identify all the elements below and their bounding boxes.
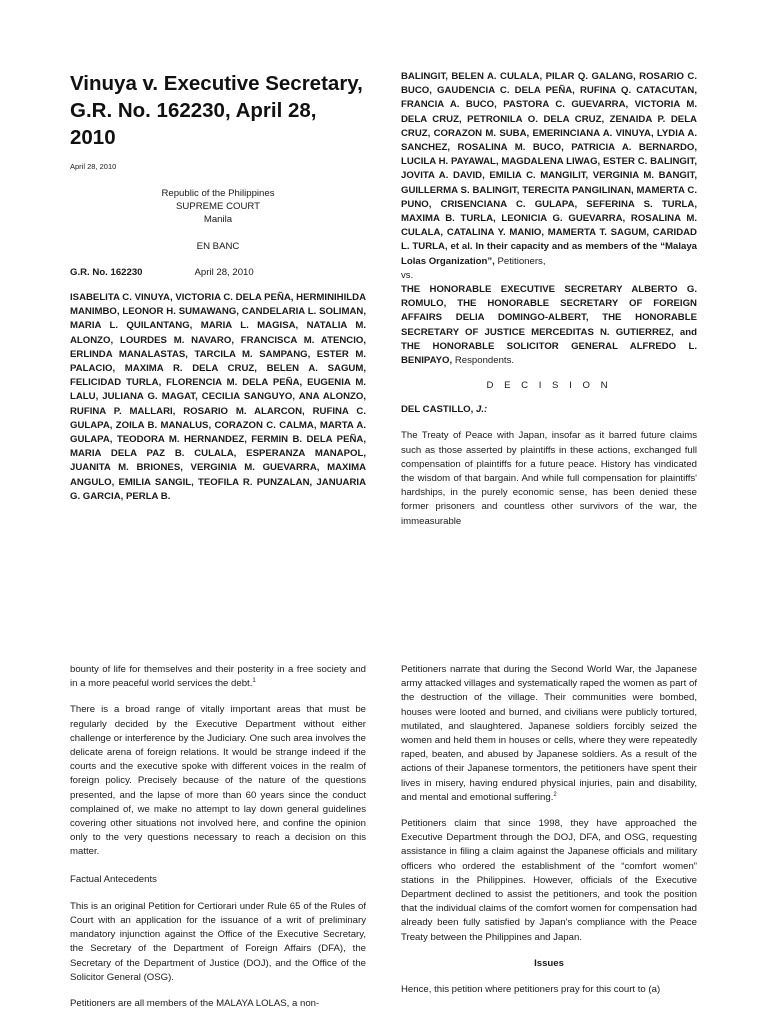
petitioners-claim-paragraph: Petitioners claim that since 1998, they have approached the Executive Department through the DOJ, DFA, and OSG, requesting assistance in filing a claim against the Japanese officials and military officers who ordered the establishment of the “comfort women” stations in the Philippines. However, officials of the Executive Department declined to assist the petitioners, and took the position that the individual claims of the comfort women for compensation had already been fully satisfied by Japan’s compliance with the Peace Treaty between the Philippines and Japan. (401, 818, 697, 943)
continued-paragraph-text: bounty of life for themselves and their posterity in a free society and in a more peaceful world services the debt. (70, 664, 366, 690)
hence-paragraph: Hence, this petition where petitioners pray for this court to (a) (401, 983, 661, 995)
court-header (70, 187, 366, 253)
gr-number: G.R. No. 162230 (70, 267, 143, 278)
petitioners-names-continued: BALINGIT, BELEN A. CULALA, PILAR Q. GALANG, ROSARIO C. BUCO, GAUDENCIA C. DELA PEÑA, RUFINA Q. CATACUTAN, FRANCIA A. BUCO, PASTORA C. GUEVARRA, VICTORIA M. DELA CRUZ, PETRONILA O. DELA CRUZ, ZENAIDA P. DELA CRUZ, CORAZON M. SUBA, EMERINCIANA A. VINUYA, LYDIA A. SANCHEZ, ROSALINA M. BUCO, PATRICIA A. BERNARDO, LUCILA H. PAYAWAL, MAGDALENA LIWAG, ESTER C. BALINGIT, JOVITA A. DAVID, EMILIA C. MANGILIT, VERGINIA M. BANGIT, GUILLERMA S. BALINGIT, TERECITA PANGILINAN, MAMERTA C. PUNO, CRISENCIANA C. GULAPA, SEFERINA S. TURLA, MAXIMA B. TURLA, LEONICIA G. GUEVARRA, ROSALINA M. CULALA, CATALINA Y. MANIO, MAMERTA T. SAGUM, CARIDAD L. TURLA, et al. In their capacity and as members of the “Malaya Lolas Organization”, (401, 71, 697, 267)
factual-antecedents-heading: Factual Antecedents (70, 873, 157, 885)
document-title: Vinuya v. Executive Secretary, G.R. No. 162230, April 28, 2010 (70, 72, 363, 149)
ponente-name: DEL CASTILLO, (401, 404, 474, 416)
petitioners-list-right (401, 70, 697, 269)
left-column-page-1 (70, 70, 366, 504)
malaya-lolas-paragraph: Petitioners are all members of the MALAYA LOLAS, a non- (70, 998, 320, 1010)
petitioners-narrate-text: Petitioners narrate that during the Second World War, the Japanese army attacked villages and systematically raped the women as part of the destruction of the village. Their communities were bombed, houses were looted and burned, and civilians were publicly tortured, mutilated, and slaughtered. Japanese soldiers forcibly seized the women and held them in houses or cells, where they were repeatedly raped, beaten, and abused by Japanese soldiers. As a result of the actions of their Japanese tormentors, the petitioners have spent their lives in misery, having endured physical injuries, pain and disability, and mental and emotional suffering. (401, 664, 697, 803)
republic-line: Republic of the Philippines (161, 188, 275, 199)
document-page-2 (0, 636, 768, 1024)
foreign-relations-paragraph: There is a broad range of vitally important areas that must be regularly decided by the Executive Department without either challenge or interference by the Judiciary. One such area involves the delicate arena of foreign relations. It would be strange indeed if the courts and the executive spoke with different voices in the realm of foreign policy. Precisely because of the nature of the questions presented, and the lapse of more than 60 years since the conduct complained of, we make no attempt to lay down general guidelines covering other situations not involved here, and confine the opinion only to the very questions necessary to reach a decision on this matter. (70, 704, 366, 858)
petitioners-list-left: ISABELITA C. VINUYA, VICTORIA C. DELA PEÑA, HERMINIHILDA MANIMBO, LEONOR H. SUMAWANG, CANDELARIA L. SOLIMAN, MARIA L. QUILANTANG, MARIA L. MAGISA, NATALIA M. ALONZO, LOURDES M. NAVARO, FRANCISCA M. ATENCIO, ERLINDA MANALASTAS, TARCILA M. SAMPANG, ESTER M. PALACIO, MAXIMA R. DELA CRUZ, BELEN A. SAGUM, FELICIDAD TURLA, FLORENCIA M. DELA PEÑA, EUGENIA M. LALU, JULIANA G. MAGAT, CECILIA SANGUYO, ANA ALONZO, RUFINA P. MALLARI, ROSARIO M. ALARCON, RUFINA C. GULAPA, ZOILA B. MANALUS, CORAZON C. CALMA, MARTA A. GULAPA, TEODORA M. HERNANDEZ, FERMIN B. DELA PEÑA, MARIA DELA PAZ B. CULALA, ESPERANZA MANAPOL, JUANITA M. BRIONES, VERGINIA M. GUEVARRA, MAXIMA ANGULO, EMILIA SANGIL, TEOFILA R. PUNZALAN, JANUARIA G. GARCIA, PERLA B. (70, 292, 366, 502)
footnote-ref-1: 1 (252, 678, 256, 685)
petition-paragraph: This is an original Petition for Certiorari under Rule 65 of the Rules of Court with an application for the issuance of a writ of preliminary mandatory injunction against the Office of the Executive Secretary, the Secretary of the Department of Foreign Affairs (DFA), the Secretary of the Department of Justice (DOJ), and the Office of the Solicitor General (OSG). (70, 900, 366, 983)
ponente-line (401, 403, 697, 417)
en-banc-line: EN BANC (196, 241, 240, 252)
court-line: SUPREME COURT (175, 201, 261, 212)
left-column-page-2 (70, 663, 366, 1024)
city-line: Manila (203, 214, 233, 225)
decision-heading: D E C I S I O N (486, 380, 612, 392)
document-date: April 28, 2010 (70, 162, 117, 171)
versus-line: vs. (401, 269, 414, 281)
right-column-page-1 (401, 70, 697, 529)
footnote-ref-2: 2 (553, 791, 557, 798)
petitioners-label: Petitioners, (497, 255, 546, 267)
respondents-label: Respondents. (454, 355, 515, 367)
right-column-page-2 (401, 663, 697, 1024)
respondents-names: THE HONORABLE EXECUTIVE SECRETARY ALBERTO G. ROMULO, THE HONORABLE SECRETARY OF FOREIGN AFFAIRS DELIA DOMINGO-ALBERT, THE HONORABLE SECRETARY OF JUSTICE MERCEDITAS N. GUTIERREZ, and THE HONORABLE SOLICITOR GENERAL ALFREDO L. BENIPAYO, (401, 284, 697, 367)
gr-number-line (70, 267, 366, 278)
continued-paragraph (70, 663, 366, 691)
gr-date: April 28, 2010 (194, 267, 254, 278)
respondents-list (401, 283, 697, 368)
ponente-title: J.: (475, 404, 488, 416)
opening-paragraph: The Treaty of Peace with Japan, insofar as it barred future claims such as those asserted by plaintiffs in these actions, exchanged full compensation of plaintiffs for a future peace. History has vindicated the wisdom of that bargain. And while full compensation for plaintiffs' hardships, in the purely economic sense, has been denied these former prisoners and countless other survivors of the war, the immeasurable (401, 430, 697, 527)
petitioners-narrate-paragraph (401, 663, 697, 805)
issues-heading: Issues (534, 957, 564, 969)
